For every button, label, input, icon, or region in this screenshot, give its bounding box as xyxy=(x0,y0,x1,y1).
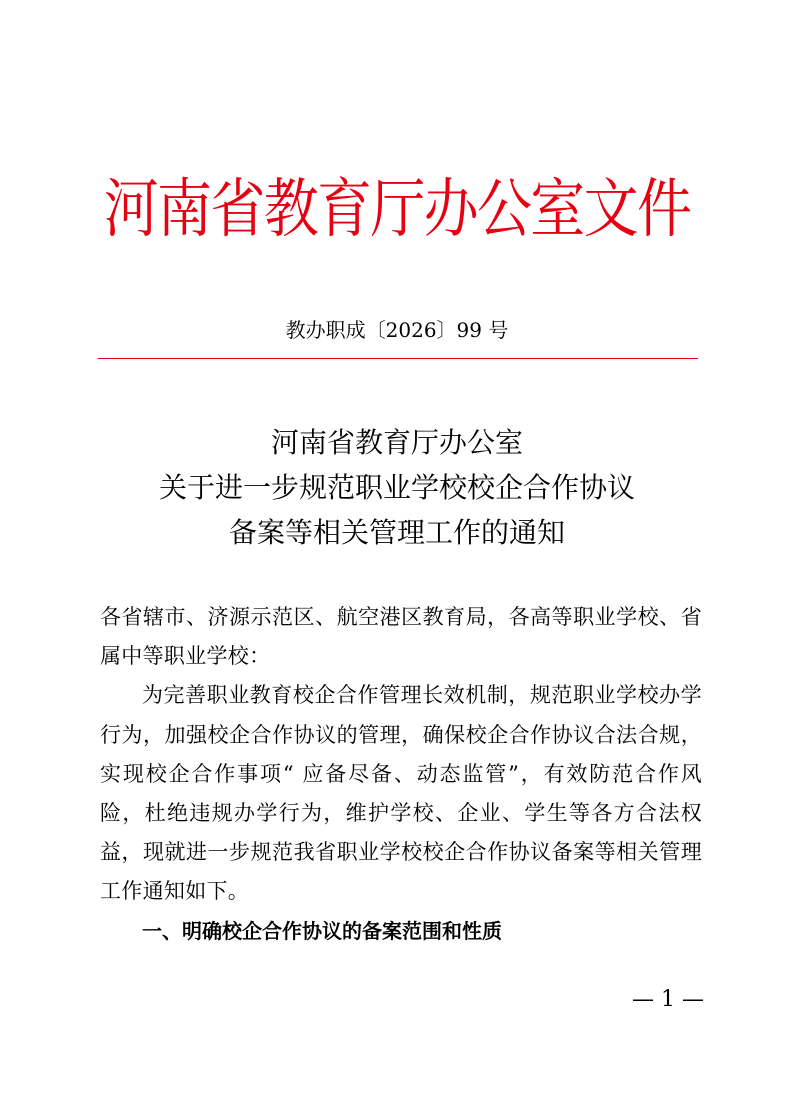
addressee-paragraph: 各省辖市、济源示范区、航空港区教育局，各高等职业学校、省属中等职业学校： xyxy=(100,605,702,669)
section-heading-1: 一、明确校企合作协议的备案范围和性质 xyxy=(142,919,502,943)
notice-title-line-3: 备案等相关管理工作的通知 xyxy=(228,516,565,549)
document-number: 教办职成〔2026〕99 号 xyxy=(285,318,509,342)
page-number: — 1 — xyxy=(632,987,704,1012)
notice-title-line-1: 河南省教育厅办公室 xyxy=(270,426,523,459)
notice-title xyxy=(0,420,794,555)
body-paragraph-1: 为完善职业教育校企合作管理长效机制，规范职业学校办学行为，加强校企合作协议的管理，确保校企合作协议合法合规，实现校企合作事项“ 应备尽备、动态监管”，有效防范合作风险，杜绝违规办学行为，维护学校、企业、学生等各方合法权益，现就进一步规范我省职业学校校企合作协议备案等相关管理工作通知如下。 xyxy=(100,683,702,904)
document-header-title: 河南省教育厅办公室文件 xyxy=(103,173,691,247)
notice-title-line-2: 关于进一步规范职业学校校企合作协议 xyxy=(158,471,635,504)
notice-body xyxy=(100,598,702,912)
red-divider-line xyxy=(98,358,698,359)
